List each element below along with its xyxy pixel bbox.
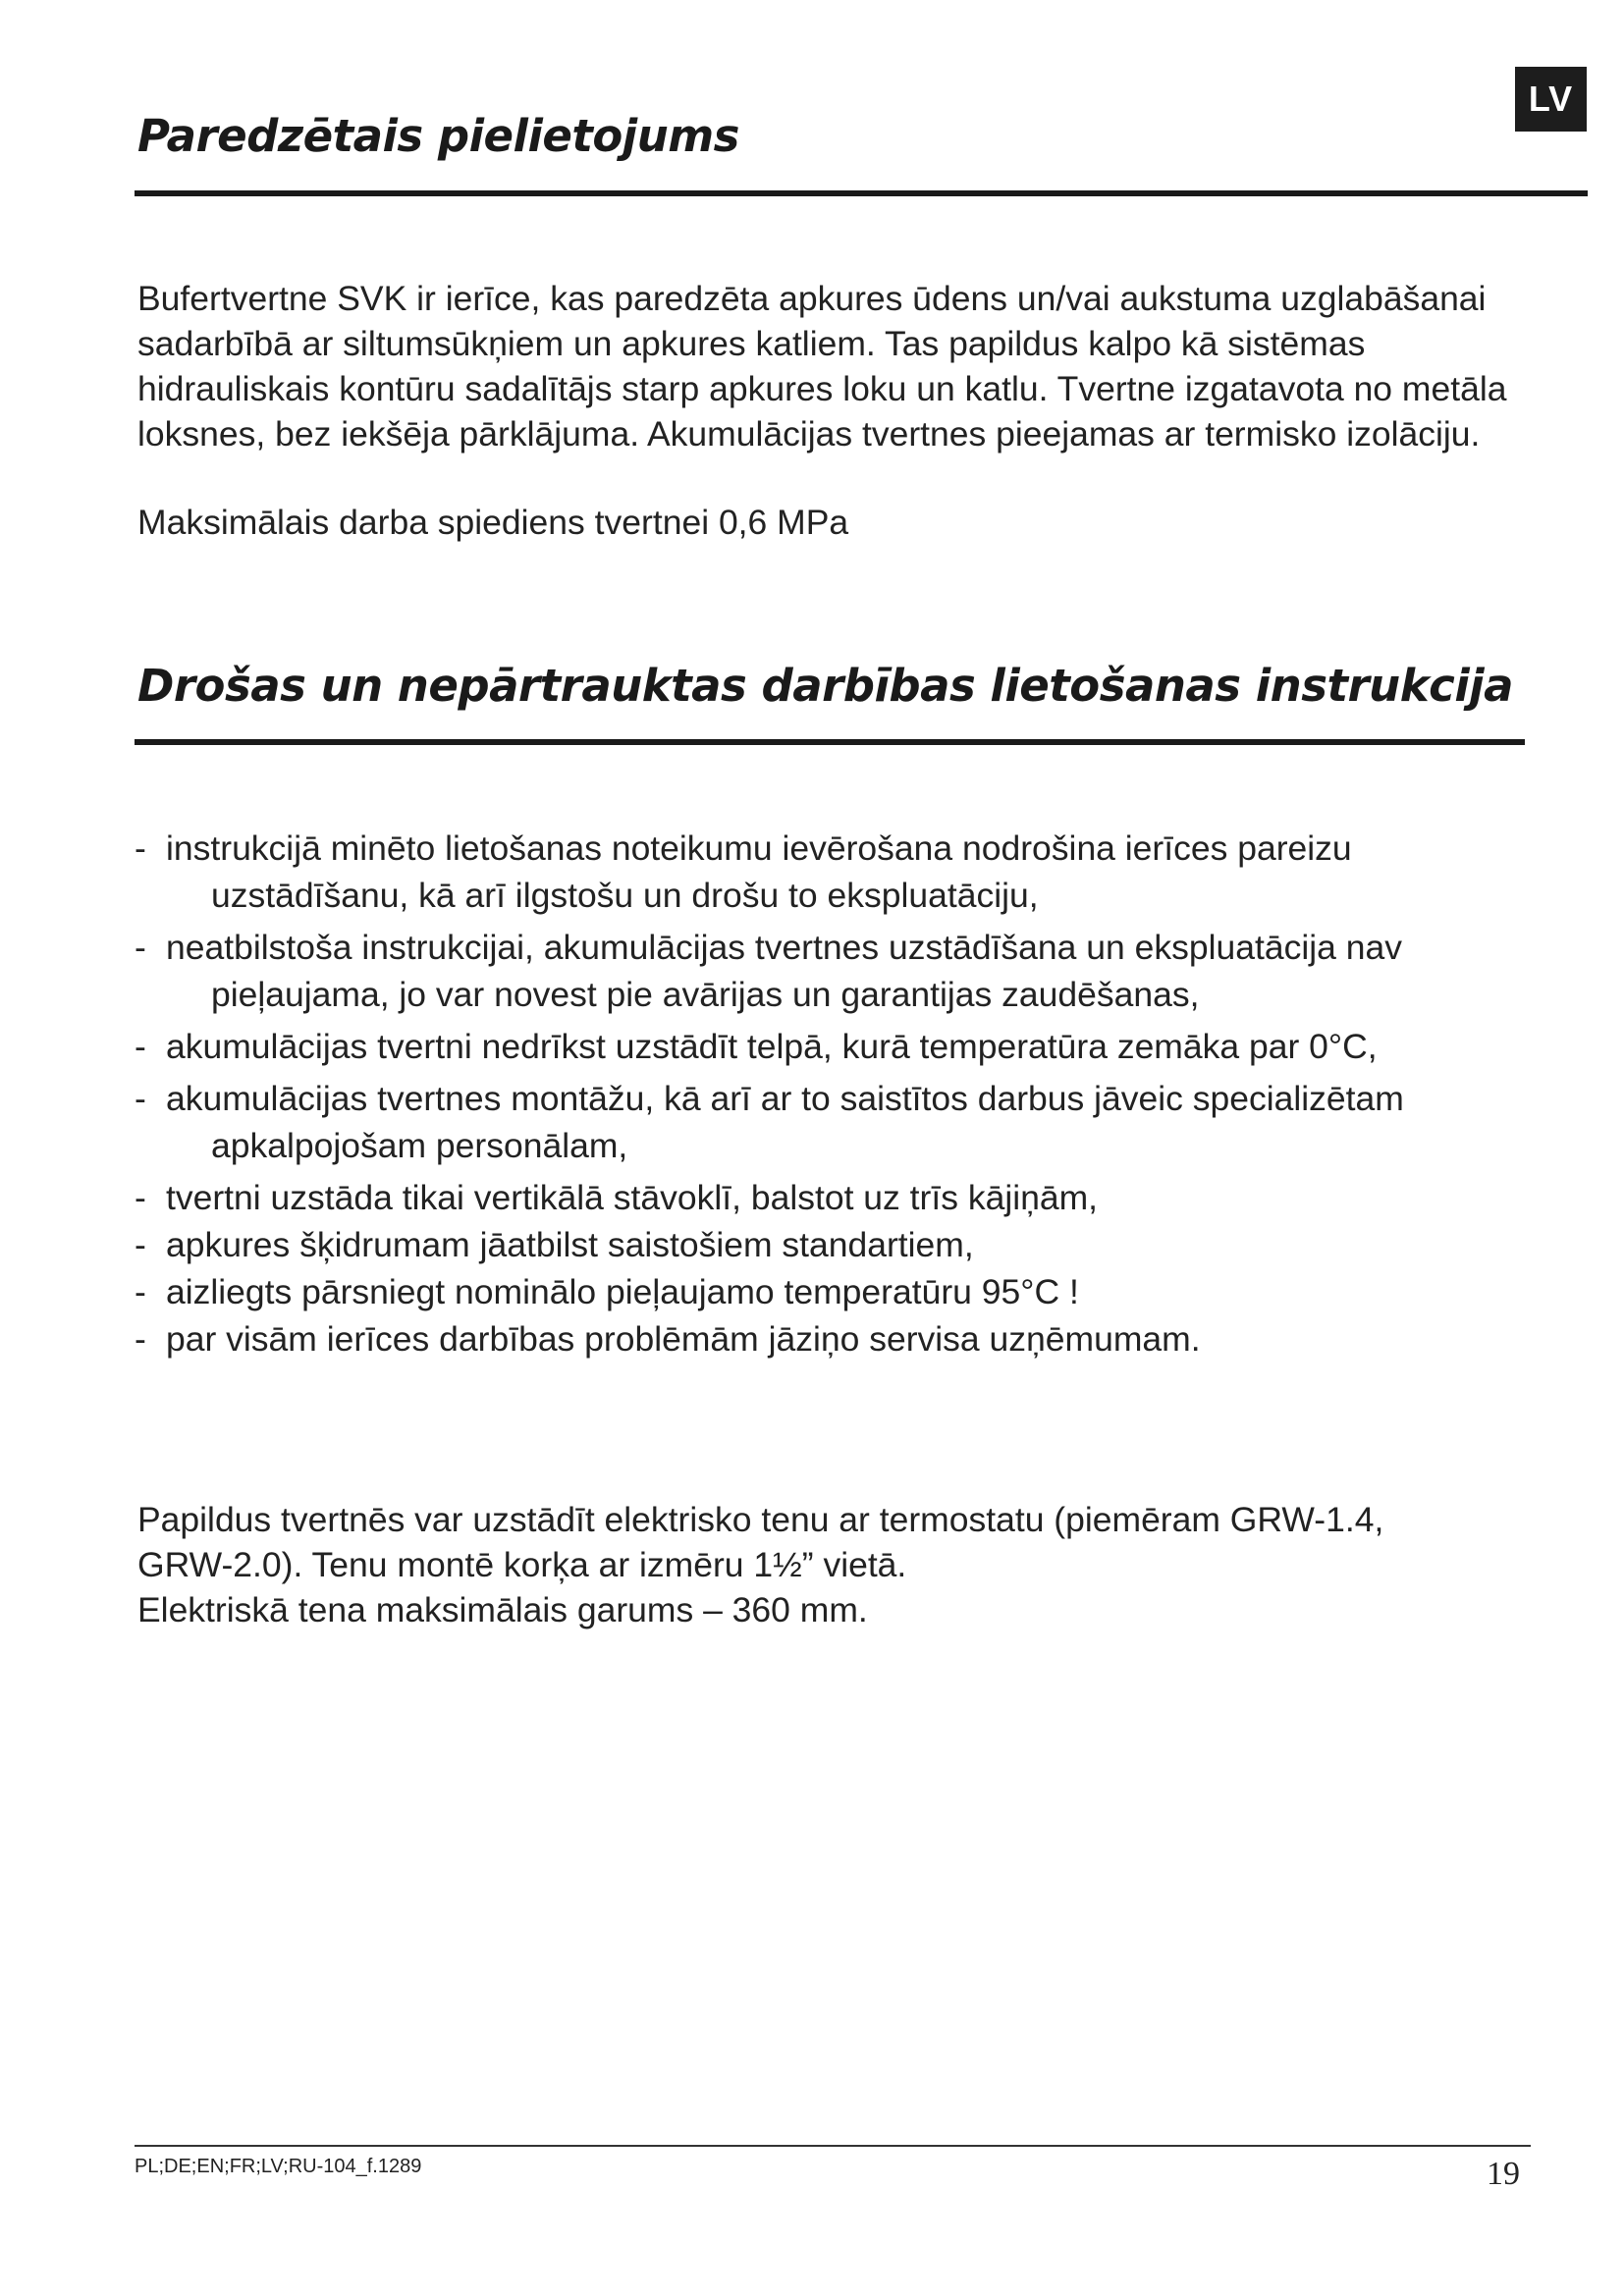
list-item-text: akumulācijas tvertnes montāžu, kā arī ar to saistītos darbus jāveic specializētam: [166, 1079, 1404, 1118]
section-divider: [135, 739, 1525, 745]
document-code: PL;DE;EN;FR;LV;RU-104_f.1289: [135, 2156, 422, 2177]
bullet-dash: -: [135, 1225, 146, 1264]
list-item-text: tvertni uzstāda tikai vertikālā stāvoklī, balstot uz trīs kājiņām,: [166, 1178, 1099, 1217]
list-item-text: neatbilstoša instrukcijai, akumulācijas tvertnes uzstādīšana un ekspluatācija nav: [166, 928, 1402, 967]
bullet-dash: -: [135, 828, 146, 868]
bullet-dash: -: [135, 928, 146, 967]
safety-instructions-list: [135, 825, 1578, 1362]
electric-heater-paragraph: [137, 1497, 1561, 1632]
list-item: [135, 1315, 1578, 1362]
list-item-text: aizliegts pārsniegt nominālo pieļaujamo temperatūru 95°C !: [166, 1272, 1079, 1311]
paragraph-line: loksnes, bez iekšēja pārklājuma. Akumulācijas tvertnes pieejamas ar termisko izolāciju.: [137, 414, 1481, 454]
page-number: 19: [1487, 2156, 1520, 2192]
bullet-dash: -: [135, 1319, 146, 1359]
section-title-safety-instructions: Drošas un nepārtrauktas darbības lietošanas instrukcija: [137, 660, 1514, 712]
paragraph-line: Elektriskā tena maksimālais garums – 360 mm.: [137, 1590, 868, 1629]
list-item: [135, 1268, 1578, 1315]
list-item-text: apkures šķidrumam jāatbilst saistošiem standartiem,: [166, 1225, 974, 1264]
list-item-continuation: uzstādīšanu, kā arī ilgstošu un drošu to ekspluatāciju,: [211, 876, 1039, 915]
list-item: [135, 1075, 1578, 1169]
list-item: [135, 924, 1578, 1018]
max-pressure-text: Maksimālais darba spiediens tvertnei 0,6 MPa: [137, 503, 849, 542]
paragraph-line: Bufertvertne SVK ir ierīce, kas paredzēta apkures ūdens un/vai aukstuma uzglabāšanai: [137, 279, 1487, 318]
section-title-intended-use: Paredzētais pielietojums: [137, 110, 739, 162]
bullet-dash: -: [135, 1178, 146, 1217]
bullet-dash: -: [135, 1079, 146, 1118]
paragraph-line: Papildus tvertnēs var uzstādīt elektrisko tenu ar termostatu (piemēram GRW-1.4,: [137, 1500, 1384, 1539]
list-item-continuation: apkalpojošam personālam,: [211, 1126, 628, 1165]
list-item: [135, 825, 1578, 919]
bullet-dash: -: [135, 1272, 146, 1311]
section-divider: [135, 190, 1588, 196]
list-item-continuation: pieļaujama, jo var novest pie avārijas un garantijas zaudēšanas,: [211, 975, 1200, 1014]
intended-use-paragraph: [137, 276, 1561, 456]
language-badge: LV: [1515, 67, 1587, 132]
footer-divider: [135, 2145, 1531, 2147]
list-item: [135, 1023, 1578, 1070]
list-item-text: par visām ierīces darbības problēmām jāziņo servisa uzņēmumam.: [166, 1319, 1201, 1359]
list-item-text: akumulācijas tvertni nedrīkst uzstādīt telpā, kurā temperatūra zemāka par 0°C,: [166, 1027, 1378, 1066]
list-item: [135, 1221, 1578, 1268]
list-item-text: instrukcijā minēto lietošanas noteikumu ievērošana nodrošina ierīces pareizu: [166, 828, 1352, 868]
paragraph-line: sadarbībā ar siltumsūkņiem un apkures katliem. Tas papildus kalpo kā sistēmas: [137, 324, 1366, 363]
bullet-dash: -: [135, 1027, 146, 1066]
list-item: [135, 1174, 1578, 1221]
paragraph-line: hidrauliskais kontūru sadalītājs starp apkures loku un katlu. Tvertne izgatavota no metāla: [137, 369, 1507, 408]
paragraph-line: GRW-2.0). Tenu montē korķa ar izmēru 1½” vietā.: [137, 1545, 907, 1584]
